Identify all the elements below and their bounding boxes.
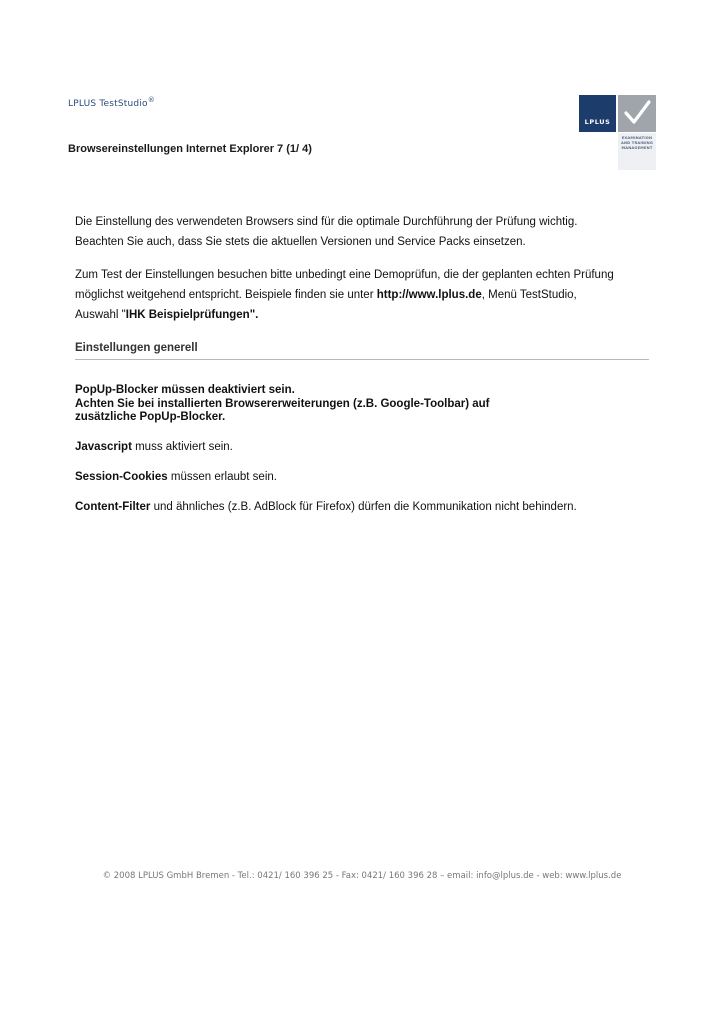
intro-text: , Menü TestStudio,	[481, 289, 577, 301]
popup-line: PopUp-Blocker müssen deaktiviert sein.	[75, 384, 295, 396]
intro-text: möglichst weitgehend entspricht. Beispiele finden sie unter	[75, 289, 377, 301]
logo-tagline-line: EXAMINATION	[621, 136, 653, 140]
logo-tagline-line: MANAGEMENT	[621, 146, 653, 151]
intro-text: Auswahl "	[75, 309, 126, 321]
logo-primary-box	[579, 95, 616, 132]
intro-line	[75, 285, 655, 305]
popup-line: zusätzliche PopUp-Blocker.	[75, 411, 226, 423]
page-title: Browsereinstellungen Internet Explorer 7 (1/ 4)	[68, 143, 312, 155]
website-link[interactable]: http://www.lplus.de	[376, 289, 482, 301]
logo-tagline-line: AND TRAINING	[620, 141, 654, 146]
intro-text: ".	[249, 309, 259, 321]
section-heading: Einstellungen generell	[75, 342, 649, 360]
rule-text: müssen erlaubt sein.	[167, 470, 277, 483]
checkmark-icon	[622, 98, 652, 128]
intro-line: Die Einstellung des verwendeten Browsers sind für die optimale Durchführung der Prüfung wichtig.	[75, 216, 578, 228]
setting-rule-cookies	[75, 469, 655, 485]
intro-line: Zum Test der Einstellungen besuchen bitte unbedingt eine Demoprüfun, die der geplanten echten Prüfung	[75, 269, 614, 281]
popup-line: Achten Sie bei installierten Browsererweiterungen (z.B. Google-Toolbar) auf	[75, 397, 490, 410]
example-exams-label: IHK Beispielprüfungen	[125, 309, 250, 321]
logo-text: LPLUS	[584, 118, 611, 126]
logo-tagline	[618, 133, 656, 170]
company-logo	[579, 95, 656, 170]
registered-mark: ®	[147, 96, 155, 104]
setting-rule-content-filter	[75, 499, 655, 515]
main-content	[75, 212, 655, 515]
rule-term: Session-Cookies	[75, 470, 168, 483]
popup-blocker-note	[75, 384, 655, 425]
intro-line	[75, 305, 655, 325]
page-footer: © 2008 LPLUS GmbH Bremen - Tel.: 0421/ 160 396 25 - Fax: 0421/ 160 396 28 – email: info@lplus.de - web: www.lplus.de	[102, 871, 622, 881]
intro-line: Beachten Sie auch, dass Sie stets die aktuellen Versionen und Service Packs einsetzen.	[75, 236, 526, 248]
brand-name	[68, 96, 155, 109]
setting-rule-javascript	[75, 439, 655, 455]
rule-text: und ähnliches (z.B. AdBlock für Firefox) dürfen die Kommunikation nicht behindern.	[150, 500, 577, 513]
rule-text: muss aktiviert sein.	[131, 440, 233, 453]
brand-text: LPLUS TestStudio	[68, 99, 148, 109]
logo-secondary-box	[618, 95, 656, 132]
rule-term: Content-Filter	[75, 500, 151, 513]
paragraph-gap	[75, 252, 655, 265]
rule-term: Javascript	[75, 440, 132, 453]
